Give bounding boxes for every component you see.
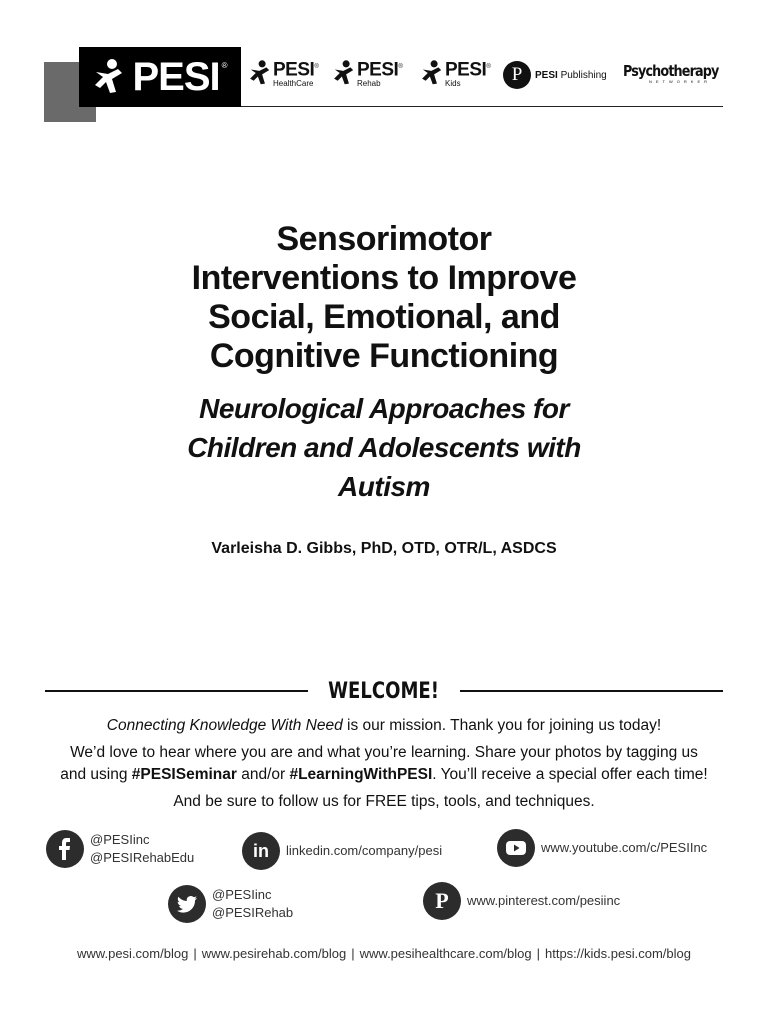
pesi-main-logo — [79, 47, 241, 107]
subtitle-line: Children and Adolescents with — [187, 432, 581, 463]
separator: | — [351, 946, 355, 961]
psychotherapy-networker-logo — [623, 62, 735, 84]
linkedin-icon[interactable]: in — [242, 832, 280, 870]
facebook-icon[interactable] — [46, 830, 84, 868]
twitter-handle[interactable]: @PESIRehab — [212, 905, 294, 920]
registered-mark: ® — [221, 61, 228, 70]
share-line-1: We’d love to hear where you are and what you’re learning. Share your photos by tagging us — [70, 744, 698, 761]
footer-link[interactable]: www.pesi.com/blog — [77, 946, 189, 961]
welcome-heading — [45, 676, 723, 706]
divider-left — [45, 690, 308, 692]
main-logo-text: PESI — [132, 55, 220, 99]
hashtag-pesiseminar: #PESISeminar — [131, 766, 237, 783]
twitter-social[interactable] — [168, 885, 293, 923]
mission-rest: is our mission. Thank you for joining us today! — [342, 717, 662, 734]
share-text-part: and using — [60, 766, 132, 783]
youtube-link[interactable]: www.youtube.com/c/PESIInc — [541, 840, 708, 855]
title-line: Cognitive Functioning — [209, 337, 559, 375]
twitter-handle[interactable]: @PESIinc — [212, 887, 272, 902]
publishing-text: PESI Publishing — [535, 69, 607, 81]
pesi-figure-icon — [92, 58, 126, 96]
pinterest-link[interactable]: www.pinterest.com/pesiinc — [467, 893, 621, 908]
footer-link[interactable]: https://kids.pesi.com/blog — [545, 946, 691, 961]
divider-right — [460, 690, 723, 692]
footer-links — [0, 946, 768, 961]
separator: | — [536, 946, 540, 961]
document-subtitle — [134, 389, 634, 506]
follow-text: And be sure to follow us for FREE tips, tools, and techniques. — [173, 793, 595, 810]
share-line-2 — [40, 764, 728, 786]
twitter-icon[interactable] — [168, 885, 206, 923]
facebook-handle[interactable]: @PESIRehabEdu — [90, 850, 195, 865]
document-title — [134, 220, 634, 376]
separator: | — [193, 946, 197, 961]
welcome-text: WELCOME! — [328, 678, 440, 704]
title-line: Social, Emotional, and — [208, 298, 560, 336]
facebook-handle[interactable]: @PESIinc — [90, 832, 150, 847]
share-text-part: and/or — [236, 766, 290, 783]
hashtag-learningwithpesi: #LearningWithPESI — [289, 766, 433, 783]
psychotherapy-name: Psychotherapy — [623, 62, 719, 80]
pinterest-social[interactable] — [423, 882, 620, 920]
subtitle-line: Autism — [338, 471, 430, 502]
pesi-figure-icon — [332, 58, 356, 88]
sub-logo-brand: PESI® — [445, 59, 491, 81]
sub-logo-tag: Rehab — [357, 79, 381, 89]
pesi-figure-icon — [248, 58, 272, 88]
pesi-rehab-logo — [332, 58, 402, 88]
publishing-p-icon: P — [503, 61, 531, 89]
title-line: Sensorimotor — [276, 220, 492, 258]
mission-text — [40, 715, 728, 737]
linkedin-link[interactable]: linkedin.com/company/pesi — [286, 843, 443, 858]
mission-italic: Connecting Knowledge With Need — [106, 717, 343, 734]
share-text — [40, 742, 728, 786]
author-name: Varleisha D. Gibbs, PhD, OTD, OTR/L, ASDCS — [211, 540, 557, 557]
footer-link[interactable]: www.pesihealthcare.com/blog — [359, 946, 532, 961]
facebook-social[interactable] — [46, 830, 194, 868]
sub-logo-brand: PESI® — [273, 59, 319, 81]
pesi-kids-logo — [420, 58, 490, 88]
pinterest-icon[interactable]: P — [423, 882, 461, 920]
sub-logo-tag: HealthCare — [273, 79, 314, 89]
title-line: Interventions to Improve — [191, 259, 577, 297]
subtitle-line: Neurological Approaches for — [199, 393, 569, 424]
pesi-figure-icon — [420, 58, 444, 88]
networker-subtext: NETWORKER — [649, 79, 711, 84]
pesi-healthcare-logo — [248, 58, 318, 88]
linkedin-social[interactable] — [242, 832, 442, 870]
youtube-icon[interactable] — [497, 829, 535, 867]
youtube-social[interactable] — [497, 829, 707, 867]
sub-logo-tag: Kids — [445, 79, 461, 89]
pesi-publishing-logo — [503, 61, 607, 89]
footer-link[interactable]: www.pesirehab.com/blog — [201, 946, 347, 961]
sub-logo-brand: PESI® — [357, 59, 403, 81]
share-text-part: . You’ll receive a special offer each time! — [432, 766, 708, 783]
header-rule — [241, 106, 723, 107]
